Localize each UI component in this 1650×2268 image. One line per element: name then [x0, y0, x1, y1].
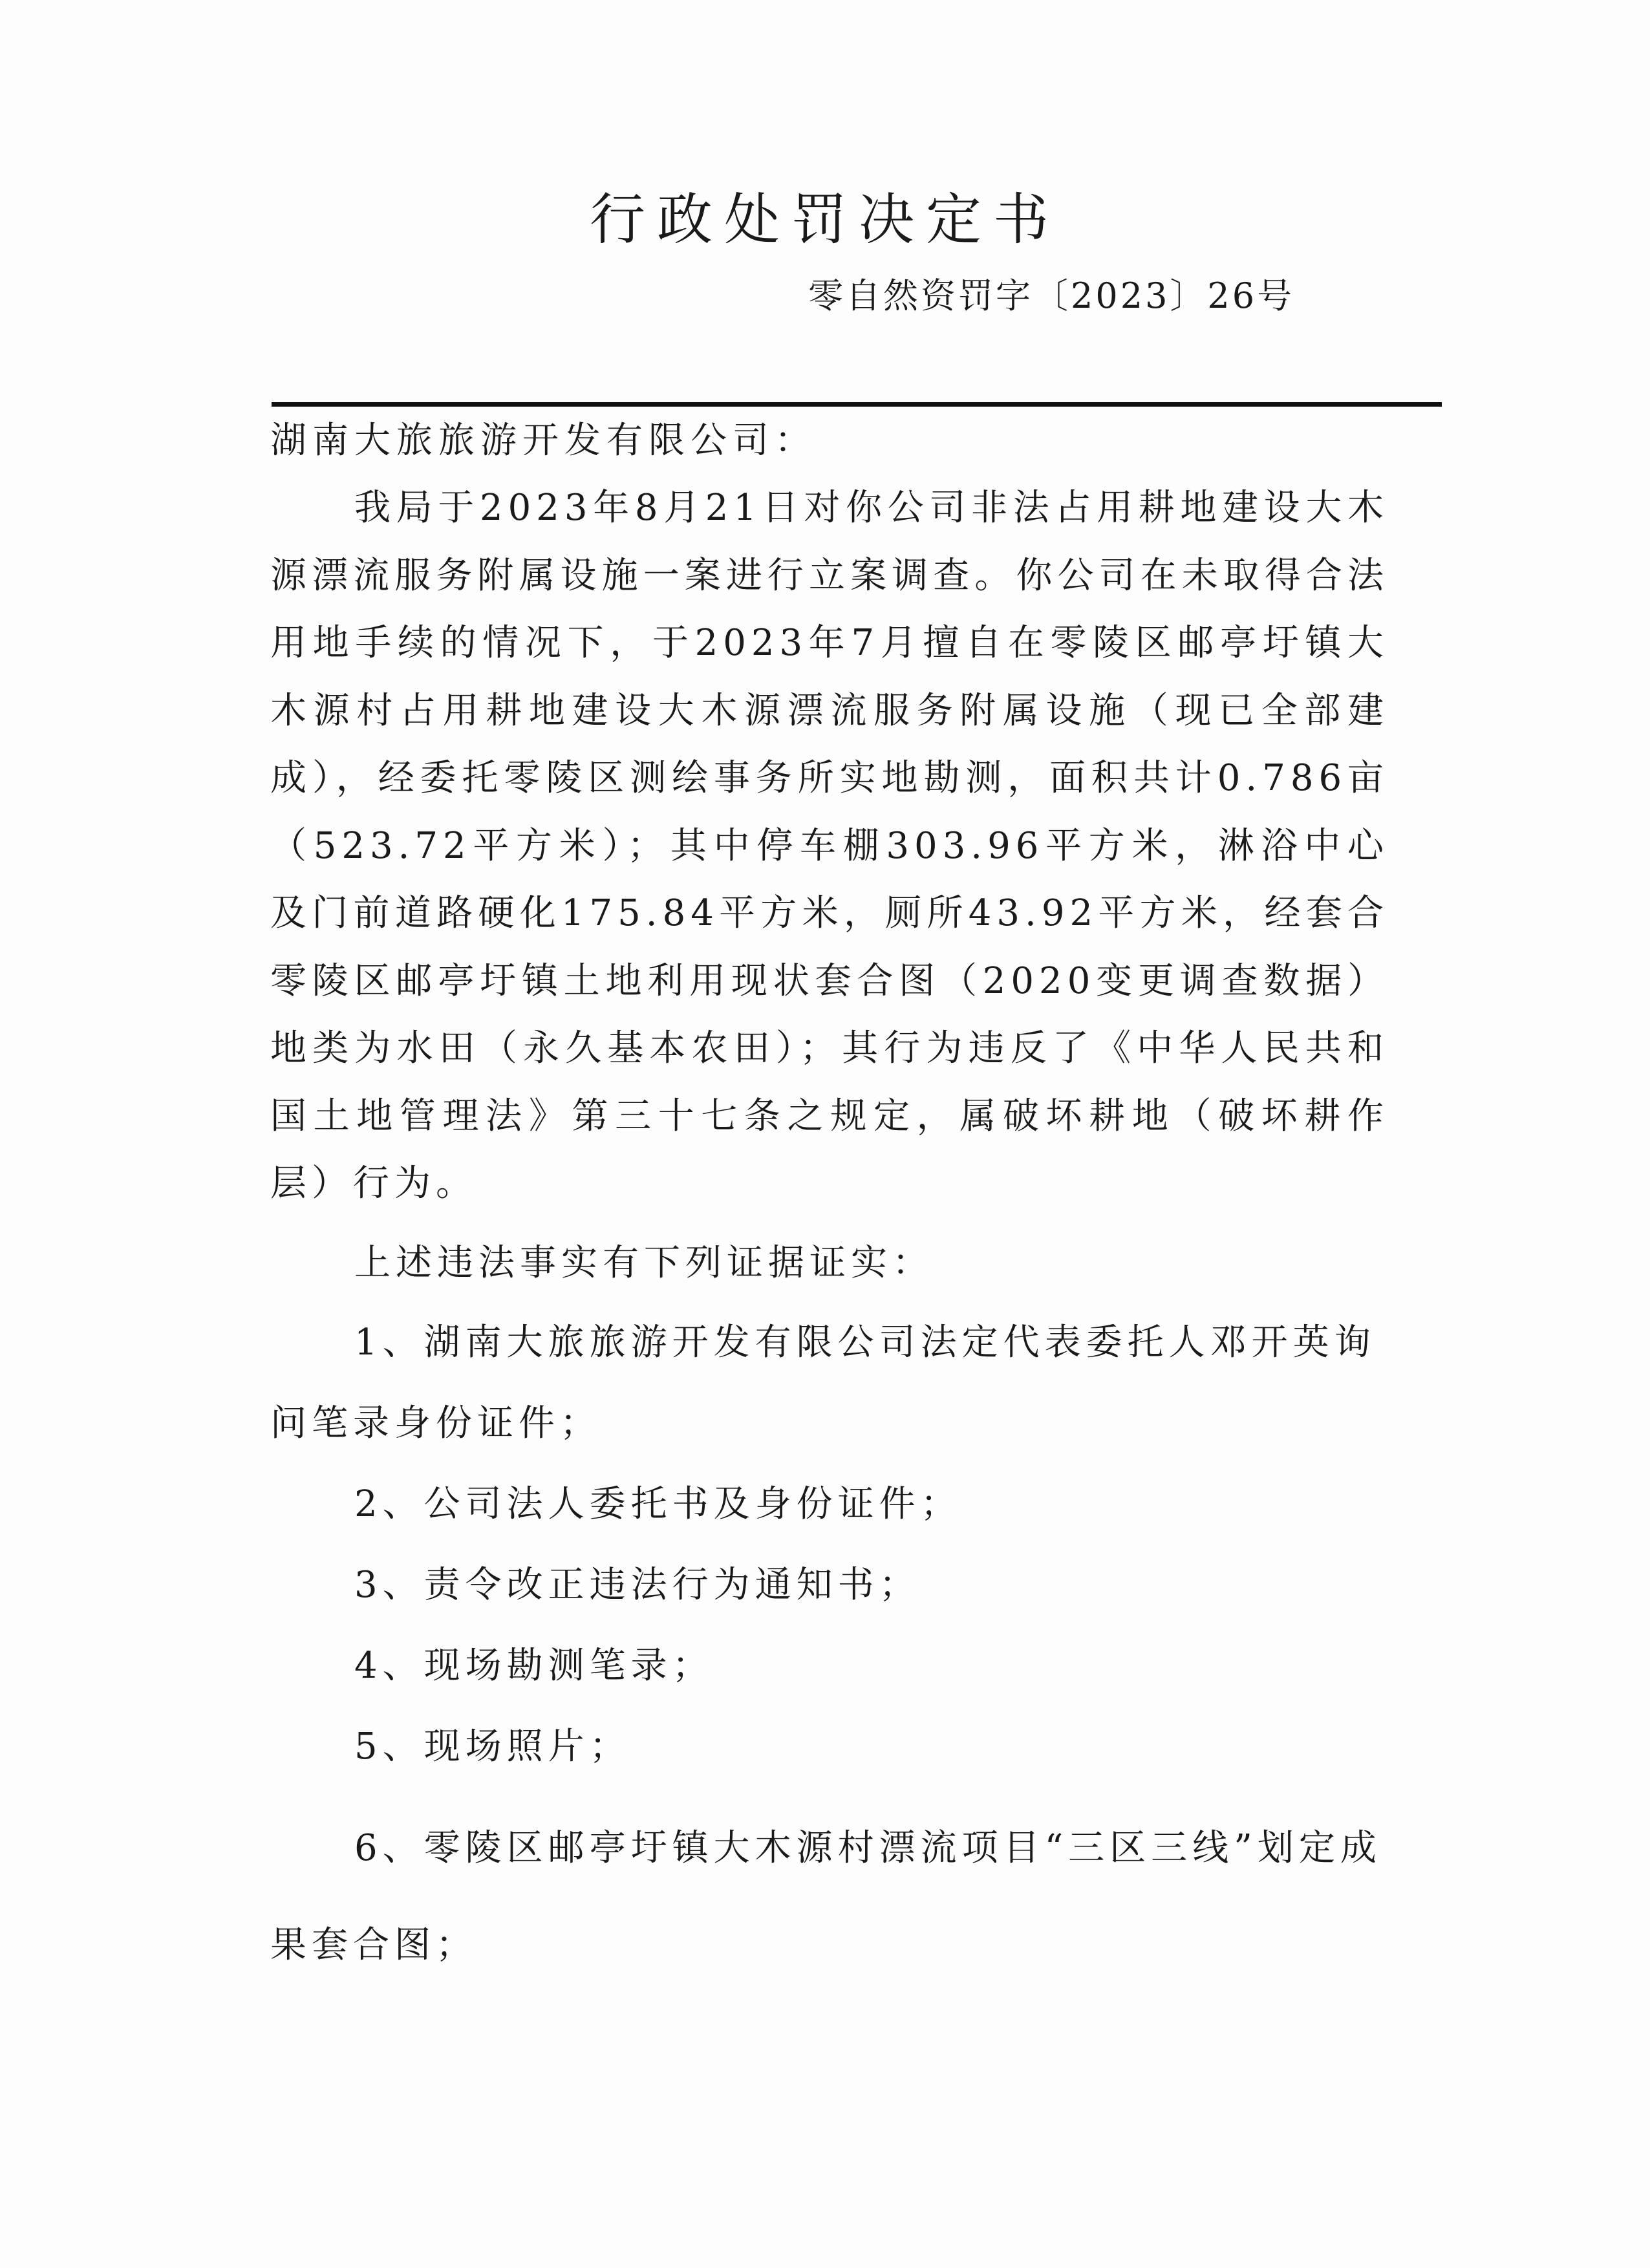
evidence-item: 1、湖南大旅旅游开发有限公司法定代表委托人邓开英询问笔录身份证件；	[270, 1321, 1376, 1444]
evidence-item: 6、零陵区邮亭圩镇大木源村漂流项目“三区三线”划定成果套合图；	[270, 1826, 1382, 1966]
document-number: 零自然资罚字〔2023〕26号	[808, 275, 1295, 316]
body-paragraph: 我局于2023年8月21日对你公司非法占用耕地建设大木源漂流服务附属设施一案进行立案调查。你公司在未取得合法用地手续的情况下，于2023年7月擅自在零陵区邮亭圩镇大木源村占用耕地建设大木源漂流服务附属设施（现已全部建成），经委托零陵区测绘事务所实地勘测，面积共计0.786亩（523.72平方米）；其中停车棚303.96平方米，淋浴中心及门前道路硬化175.84平方米，厕所43.92平方米，经套合零陵区邮亭圩镇土地利用现状套合图（2020变更调查数据）地类为水田（永久基本农田）；其行为违反了《中华人民共和国土地管理法》第三十七条之规定，属破坏耕地（破坏耕作层）行为。	[270, 487, 1389, 1204]
evidence-item: 4、现场勘测笔录；	[354, 1644, 714, 1687]
document-body	[270, 407, 1389, 1994]
header-rule	[272, 402, 1442, 407]
evidence-item: 2、公司法人委托书及身份证件；	[354, 1482, 962, 1525]
document-title: 行政处罚决定书	[590, 187, 1060, 252]
evidence-item: 5、现场照片；	[354, 1725, 631, 1768]
evidence-item: 3、责令改正违法行为通知书；	[354, 1563, 921, 1606]
evidence-intro: 上述违法事实有下列证据证实：	[354, 1241, 934, 1284]
addressee: 湖南大旅旅游开发有限公司：	[270, 420, 817, 462]
